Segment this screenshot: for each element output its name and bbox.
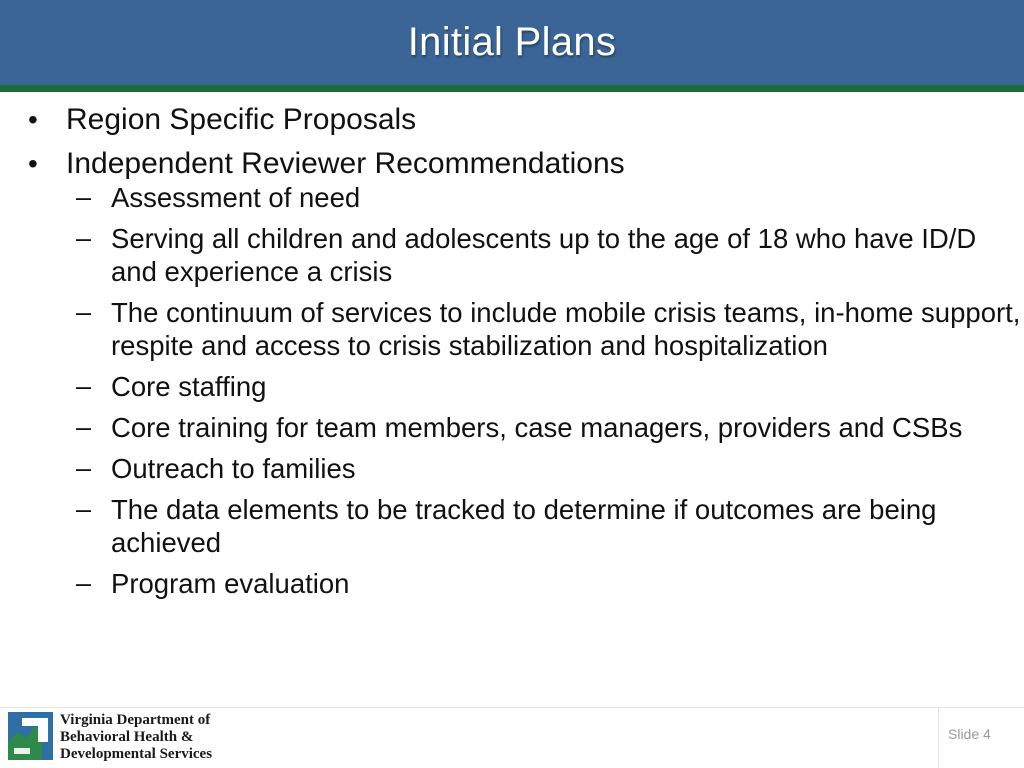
bullet-item bbox=[0, 142, 1024, 186]
bullet-text: Region Specific Proposals bbox=[66, 103, 417, 136]
sub-bullet-text: Serving all children and adolescents up to the age of 18 who have ID/D and experience a crisis bbox=[111, 223, 977, 287]
dash-icon: – bbox=[76, 568, 92, 598]
virginia-state-logo-icon bbox=[8, 712, 53, 760]
bullet-item bbox=[0, 98, 1024, 142]
logo-line: Developmental Services bbox=[60, 746, 213, 762]
dash-icon: – bbox=[76, 412, 92, 442]
sub-bullet-list bbox=[0, 181, 1024, 600]
sub-bullet-text: Core training for team members, case managers, providers and CSBs bbox=[111, 412, 963, 443]
sub-bullet-text: Outreach to families bbox=[111, 453, 356, 484]
slide-number: Slide 4 bbox=[948, 726, 991, 742]
dash-icon: – bbox=[76, 297, 92, 327]
logo-text bbox=[60, 712, 250, 763]
sub-bullet-item bbox=[0, 296, 1024, 362]
bullet-list bbox=[0, 98, 1024, 186]
bullet-dot-icon: • bbox=[28, 104, 38, 135]
footer-rule bbox=[0, 707, 1024, 708]
footer-divider bbox=[938, 708, 939, 768]
slide-content bbox=[0, 98, 1024, 600]
sub-bullet-item bbox=[0, 181, 1024, 214]
sub-bullet-text: Assessment of need bbox=[111, 182, 361, 213]
sub-bullet-text: Program evaluation bbox=[111, 568, 350, 599]
sub-bullet-item bbox=[0, 493, 1024, 559]
dash-icon: – bbox=[76, 453, 92, 483]
sub-bullet-item bbox=[0, 452, 1024, 485]
title-accent-rule bbox=[0, 85, 1024, 92]
sub-bullet-item bbox=[0, 222, 1024, 288]
dash-icon: – bbox=[76, 223, 92, 253]
bullet-dot-icon: • bbox=[28, 148, 38, 179]
sub-bullet-text: Core staffing bbox=[111, 371, 267, 402]
slide-title: Initial Plans bbox=[407, 20, 617, 64]
logo-line: Virginia Department of bbox=[60, 712, 211, 728]
dash-icon: – bbox=[76, 371, 92, 401]
sub-bullet-text: The continuum of services to include mobile crisis teams, in-home support, respite and access to crisis stabilization and hospitalization bbox=[111, 297, 1021, 361]
sub-bullet-item bbox=[0, 370, 1024, 403]
sub-bullet-item bbox=[0, 567, 1024, 600]
dash-icon: – bbox=[76, 494, 92, 524]
bullet-text: Independent Reviewer Recommendations bbox=[66, 147, 625, 180]
dbhds-logo bbox=[8, 712, 248, 764]
dash-icon: – bbox=[76, 182, 92, 212]
sub-bullet-text: The data elements to be tracked to determine if outcomes are being achieved bbox=[111, 494, 937, 558]
sub-bullet-item bbox=[0, 411, 1024, 444]
logo-line: Behavioral Health & bbox=[60, 729, 194, 745]
